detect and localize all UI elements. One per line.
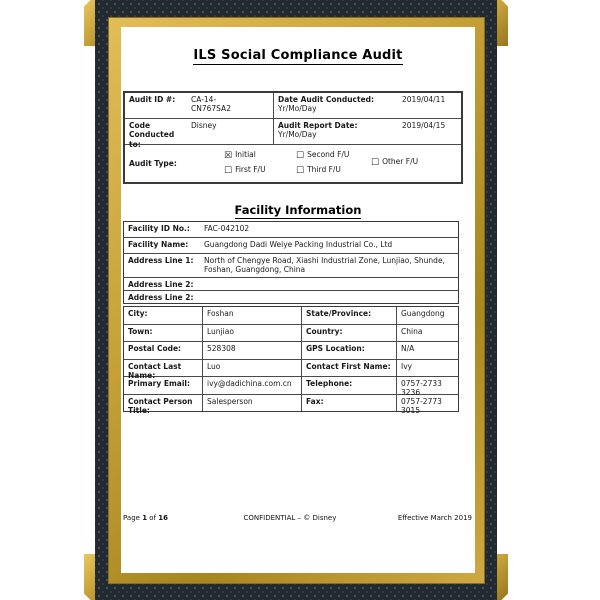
postal-code-value: 528308 — [202, 342, 301, 359]
checkbox-initial — [224, 150, 296, 162]
confidential-notice: CONFIDENTIAL – © Disney — [243, 514, 337, 522]
address-line-1-label: Address Line 1: — [128, 255, 194, 265]
date-audit-conducted-value: 2019/04/11 — [402, 95, 446, 104]
checked-checkbox-icon: ☒ — [224, 150, 233, 161]
contact-first-name-value: Ivy — [396, 360, 458, 377]
checkbox-label: First F/U — [235, 165, 266, 174]
state-province-value: Guangdong — [396, 307, 458, 324]
gold-inner-border — [108, 17, 485, 584]
checkbox-third-fu — [296, 165, 371, 177]
table-row — [124, 278, 458, 291]
facility-info-tables — [123, 221, 459, 415]
audit-report-date-label — [273, 119, 398, 144]
audit-type-row — [125, 145, 461, 182]
telephone-label: Telephone: — [301, 377, 396, 394]
empty-checkbox-icon: ☐ — [224, 166, 233, 176]
audit-info-table — [123, 91, 463, 184]
table-row — [124, 222, 458, 238]
checkbox-label: Other F/U — [382, 157, 419, 167]
audit-id-label: Audit ID #: — [129, 95, 176, 104]
document-page — [121, 27, 475, 573]
audit-report-date-label-text: Audit Report Date: — [278, 121, 358, 130]
of-word: of — [149, 514, 157, 522]
address-line-2-label: Address Line 2: — [128, 279, 194, 289]
city-value: Foshan — [202, 307, 301, 324]
audit-id-value — [189, 93, 273, 118]
facility-id-label: Facility ID No.: — [128, 223, 190, 233]
audit-id-value-text: CA-14-CN767SA2 — [191, 95, 231, 114]
table-row — [124, 291, 458, 303]
contact-person-title-label: Contact Person Title: — [128, 396, 193, 415]
checkbox-label: Initial — [235, 149, 256, 159]
table-row — [124, 325, 458, 343]
page-footer — [121, 514, 475, 522]
page-total-value: 16 — [158, 514, 169, 522]
table-row — [125, 93, 461, 119]
checkbox-label: Second F/U — [307, 149, 350, 159]
checkbox-first-fu — [224, 165, 296, 177]
table-row — [124, 342, 458, 360]
empty-checkbox-icon: ☐ — [296, 166, 305, 176]
decorative-frame — [95, 0, 497, 600]
effective-date: Effective March 2019 — [397, 514, 472, 522]
facility-name-value: Guangdong Dadi Weiye Packing Industrial Co., Ltd — [204, 239, 393, 249]
gps-location-label: GPS Location: — [301, 342, 396, 359]
town-label: Town: — [128, 326, 153, 336]
audit-report-date-value: 2019/04/15 — [402, 121, 446, 130]
address-line-2b-label: Address Line 2: — [128, 292, 194, 302]
facility-contact-table — [123, 306, 459, 415]
contact-first-name-label: Contact First Name: — [301, 360, 396, 377]
state-province-label: State/Province: — [301, 307, 396, 324]
date-format-hint: Yr/Mo/Day — [278, 130, 317, 140]
audit-type-column-2 — [296, 150, 371, 178]
table-row — [124, 377, 458, 398]
page-word: Page — [123, 514, 140, 522]
table-row — [125, 119, 461, 149]
postal-code-label: Postal Code: — [128, 344, 182, 353]
primary-email-label: Primary Email: — [128, 379, 190, 388]
address-line-2b-value — [204, 291, 458, 303]
gps-location-value: N/A — [396, 342, 458, 359]
facility-section-title-text: Facility Information — [234, 203, 362, 217]
checkbox-label: Third F/U — [307, 165, 341, 174]
facility-identity-table — [123, 221, 459, 304]
table-row — [124, 395, 458, 415]
table-row — [124, 307, 458, 325]
town-value: Lunjiao — [202, 325, 301, 342]
date-audit-conducted-label — [273, 93, 398, 118]
audit-type-column-3 — [371, 157, 461, 169]
address-line-1-value: North of Chengye Road, Xiashi Industrial Zone, Lunjiao, Shunde, Foshan, Guangdong, China — [204, 255, 445, 274]
fax-label: Fax: — [301, 395, 396, 412]
telephone-value: 0757-2733 3236 — [396, 377, 458, 394]
code-conducted-value: Disney — [191, 121, 217, 130]
primary-email-value: ivy@dadichina.com.cn — [202, 377, 301, 394]
code-conducted-label: Code Conducted to: — [129, 121, 175, 149]
address-line-2-value — [204, 278, 458, 290]
date-format-hint: Yr/Mo/Day — [278, 104, 317, 114]
document-title — [121, 44, 475, 65]
contact-last-name-value: Luo — [202, 360, 301, 377]
fax-value: 0757-2773 3015 — [396, 395, 458, 412]
document-title-text: ILS Social Compliance Audit — [193, 48, 403, 63]
table-row — [124, 360, 458, 378]
facility-section-title — [121, 199, 475, 219]
date-audit-conducted-label-text: Date Audit Conducted: — [278, 95, 375, 104]
empty-checkbox-icon: ☐ — [371, 158, 380, 169]
contact-person-title-value: Salesperson — [202, 395, 301, 412]
checkbox-second-fu — [296, 150, 371, 162]
page-number-value: 1 — [142, 514, 148, 522]
facility-name-label: Facility Name: — [128, 239, 189, 249]
table-row — [124, 238, 458, 254]
page-number — [123, 514, 168, 522]
country-label: Country: — [301, 325, 396, 342]
country-value: China — [396, 325, 458, 342]
audit-type-column-1 — [224, 150, 296, 178]
city-label: City: — [128, 309, 148, 318]
empty-checkbox-icon: ☐ — [296, 150, 305, 161]
checkbox-other-fu — [371, 157, 461, 169]
contact-last-name-label: Contact Last Name: — [128, 361, 182, 380]
facility-id-value: FAC-042102 — [204, 223, 250, 233]
audit-type-label: Audit Type: — [129, 158, 177, 168]
table-row — [124, 254, 458, 278]
